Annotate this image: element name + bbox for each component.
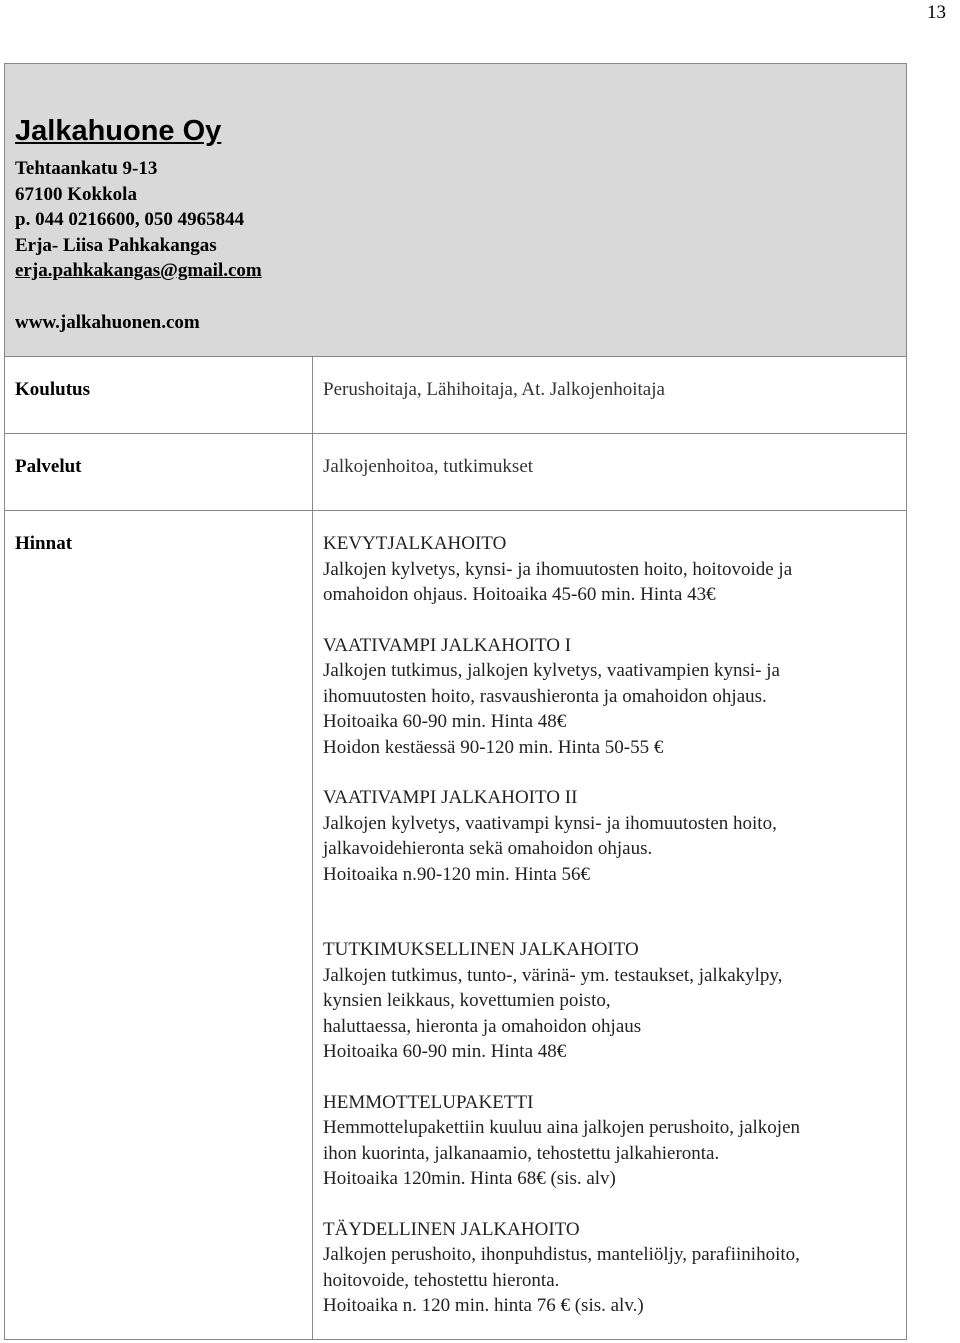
service-title: TUTKIMUKSELLINEN JALKAHOITO <box>323 939 639 960</box>
header-row <box>5 64 907 357</box>
service-line: omahoidon ohjaus. Hoitoaika 45-60 min. Hinta 43€ <box>323 584 716 605</box>
service-block <box>323 1090 896 1192</box>
service-line: Jalkojen tutkimus, tunto-, värinä- ym. testaukset, jalkakylpy, <box>323 964 783 986</box>
service-block <box>323 937 896 1065</box>
service-line: hoitovoide, tehostettu hieronta. <box>323 1269 560 1291</box>
postal-address: 67100 Kokkola <box>15 183 137 205</box>
service-line: ihon kuorinta, jalkanaamio, tehostettu jalkahieronta. <box>323 1142 720 1164</box>
koulutus-label: Koulutus <box>5 357 313 434</box>
street-address: Tehtaankatu 9-13 <box>15 158 158 179</box>
service-line: jalkavoidehieronta sekä omahoidon ohjaus. <box>323 838 653 859</box>
row-palvelut <box>5 434 907 511</box>
service-line: Jalkojen perushoito, ihonpuhdistus, manteliöljy, parafiinihoito, <box>323 1244 800 1265</box>
service-title: HEMMOTTELUPAKETTI <box>323 1091 534 1113</box>
service-line: Hemmottelupakettiin kuuluu aina jalkojen perushoito, jalkojen <box>323 1117 801 1138</box>
website-link[interactable]: www.jalkahuonen.com <box>15 311 200 333</box>
koulutus-value: Perushoitaja, Lähihoitaja, At. Jalkojenhoitaja <box>313 357 907 434</box>
company-name: Jalkahuone Oy <box>15 115 222 147</box>
hinnat-label: Hinnat <box>5 511 313 1340</box>
contact-person: Erja- Liisa Pahkakangas <box>15 234 217 256</box>
service-line: Hoitoaika n.90-120 min. Hinta 56€ <box>323 863 591 885</box>
service-line: Jalkojen kylvetys, vaativampi kynsi- ja ihomuutosten hoito, <box>323 812 777 834</box>
service-block <box>323 633 896 761</box>
service-block <box>323 1217 896 1319</box>
row-hinnat <box>5 511 907 1340</box>
service-line: Hoitoaika n. 120 min. hinta 76 € (sis. alv.) <box>323 1295 644 1316</box>
service-title: VAATIVAMPI JALKAHOITO II <box>323 787 578 808</box>
service-block <box>323 785 896 887</box>
price-list <box>313 511 907 1340</box>
service-block <box>323 531 896 608</box>
phone-numbers: p. 044 0216600, 050 4965844 <box>15 209 245 230</box>
service-line: Jalkojen kylvetys, kynsi- ja ihomuutosten hoito, hoitovoide ja <box>323 558 793 580</box>
service-title: KEVYTJALKAHOITO <box>323 533 507 554</box>
service-title: VAATIVAMPI JALKAHOITO I <box>323 634 572 656</box>
palvelut-value: Jalkojenhoitoa, tutkimukset <box>313 434 907 511</box>
page-number: 13 <box>927 2 946 23</box>
email-link[interactable]: erja.pahkakangas@gmail.com <box>15 260 262 281</box>
service-line: Jalkojen tutkimus, jalkojen kylvetys, vaativampien kynsi- ja <box>323 660 780 681</box>
service-line: Hoidon kestäessä 90-120 min. Hinta 50-55 € <box>323 736 664 758</box>
service-line: Hoitoaika 120min. Hinta 68€ (sis. alv) <box>323 1168 616 1189</box>
palvelut-label: Palvelut <box>5 434 313 511</box>
info-table <box>4 63 907 1340</box>
service-line: haluttaessa, hieronta ja omahoidon ohjaus <box>323 1015 642 1037</box>
row-koulutus <box>5 357 907 434</box>
service-line: Hoitoaika 60-90 min. Hinta 48€ <box>323 1041 567 1062</box>
service-line: Hoitoaika 60-90 min. Hinta 48€ <box>323 711 567 732</box>
service-title: TÄYDELLINEN JALKAHOITO <box>323 1218 580 1240</box>
service-line: kynsien leikkaus, kovettumien poisto, <box>323 990 611 1011</box>
service-line: ihomuutosten hoito, rasvaushieronta ja omahoidon ohjaus. <box>323 685 767 707</box>
company-info <box>5 64 907 357</box>
